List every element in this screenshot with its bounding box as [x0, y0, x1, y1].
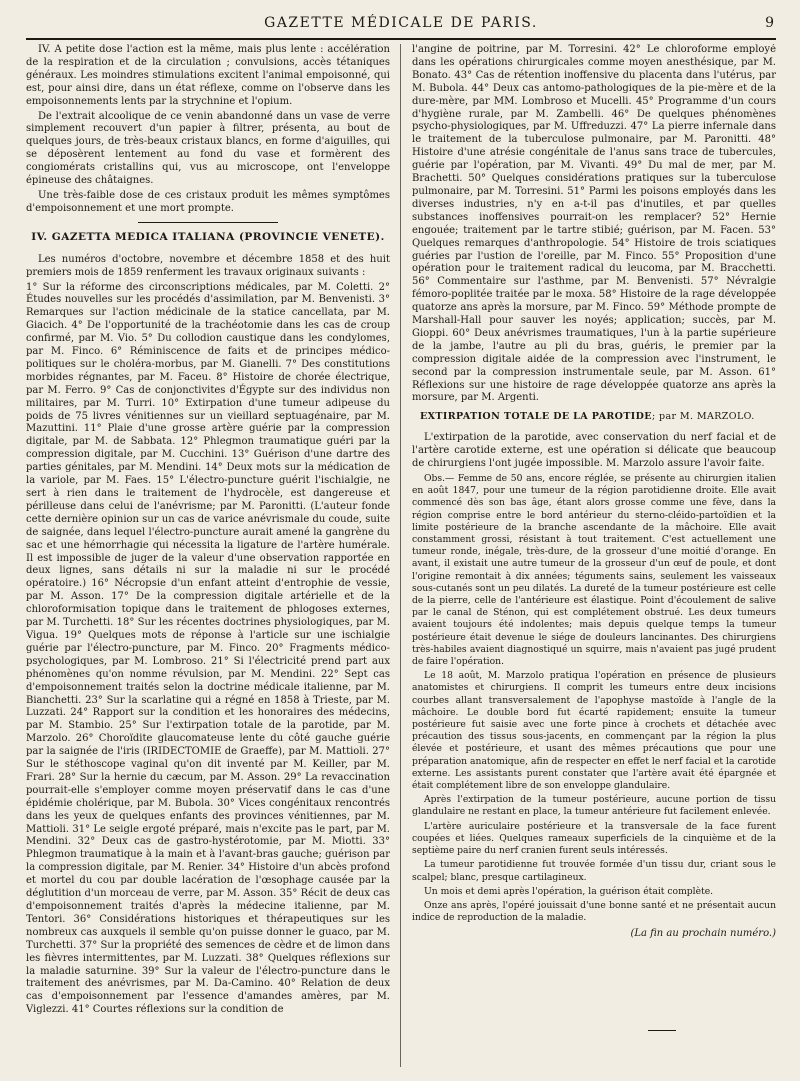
works-list: 1° Sur la réforme des circonscriptions médicales, par M. Coletti. 2° Études nouvelles sur les procédés d'assimilation, par M. Benvenisti. 3° Remarques sur l'action médicinale de la statice cancellata, par M. Giacich. 4° De l'opportunité de la trachéotomie dans les cas de croup confirmé, par M. Vio. 5° Du collodion caustique dans les condylomes, par M. Finco. 6° Réminiscence de faits et de principes médico-politiques sur le choléra-morbus, par M. Gianelli. 7° Des constitutions morbides régnantes, par M. Faceu. 8° Histoire de chorée électrique, par M. Ferro. 9° Cas de conjonctivites d'Égypte sur des individus non militaires, par M. Turri. 10° Extirpation d'une tumeur adipeuse du poids de 75 livres vénitiennes sur un vieillard septuagénaire, par M. Mazuttini. 11° Plaie d'une grosse artère guérie par la compression digitale, par M. de Sabbata. 12° Phlegmon traumatique guéri par la compression digitale, par M. Cucchini. 13° Guérison d'une dartre des parties génitales, par M. Mendini. 14° Deux mots sur la médication de la variole, par M. Faes. 15° L'électro-puncture guérit l'ischialgie, ne sert à rien dans le traitement de l'hydrocèle, est dangereuse et périlleuse dans celui de l'anévrisme; par M. Paronitti. (L'auteur fonde cette dernière opinion sur un cas de varice anévrismale du coude, suite de saignée, dans lequel l'électro-puncture aurait amené la gangrène du sac et une hémorrhagie qui nécessita la ligature de l'artère humérale. Il est impossible de juger de la valeur d'une observation rapportée en deux lignes, sans détails ni sur la maladie ni sur le procédé opératoire.) 16° Nécropsie d'un enfant atteint d'entrophie de vessie, par M. Asson. 17° De la compression digitale artérielle et de la chloroformisation topique dans le traitement de phlogoses externes, par M. Turchetti. 18° Sur les récentes doctrines physiologiques, par M. Vigua. 19° Quelques mots de réponse à l'article sur une ischialgie guérie par l'électro-puncture, par M. Finco. 20° Fragments médico-psychologiques, par M. Lombroso. 21° Si l'électricité prend part aux phénomènes qu'on nomme révulsion, par M. Mendini. 22° Sept cas d'empoisonnement traités selon la doctrine médicale italienne, par M. Bianchetti. 23° Sur la scarlatine qui a régné en 1858 à Trieste, par M. Luzzati. 24° Rapport sur la condition et les honoraires des médecins, par M. Stambio. 25° Sur l'extirpation totale de la parotide, par M. Marzolo. 26° Choroïdite glaucomateuse lente du côté gauche guérie par la saignée de l'iris (IRIDECTOMIE de Graeffe), par M. Mattioli. 27° Sur le stéthoscope vaginal qu'on dit inventé par M. Keiller, par M. Frari. 28° Sur la hernie du cæcum, par M. Asson. 29° La revaccination pourrait-elle s'employer comme moyen préservatif dans le cas d'une épidémie cholérique, par M. Bubola. 30° Vices congénitaux rencontrés dans les yeux de quelques enfants des provinces vénitiennes, par M. Mattioli. 31° Le seigle ergoté préparé, mais n'excite pas le part, par M. Mendini. 32° Deux cas de gastro-hystérotomie, par M. Miotti. 33° Phlegmon traumatique à la main et à l'avant-bras gauche; guérison par la compression digitale, par M. Renier. 34° Histoire d'un abcès profond et mortel du cou par double lacération de l'œsophage causée par la déglutition d'un morceau de verre, par M. Asson. 35° Récit de deux cas d'empoisonnement traités d'après la médecine italienne, par M. Tentori. 36° Considérations historiques et thérapeutiques sur les nombreux cas auxquels il semble qu'on puisse donner le guaco, par M. Turchetti. 37° Sur la propriété des semences de cèdre et de limon dans les fièvres intermittentes, par M. Luzzati. 38° Quelques réflexions sur la maladie saturnine. 39° Sur la valeur de l'électro-puncture dans le traitement des anévrismes, par M. Da-Camino. 40° Relation de deux cas d'empoisonnement par l'essence d'amandes amères, par M. Viglezzi. 41° Courtes réflexions sur la condition de — [26, 281, 390, 1016]
paragraph-action-dose: IV. A petite dose l'action est la même, mais plus lente : accélération de la respiration et de la circulation ; convulsions, accès tétaniques généraux. Les moindres stimulations excitent l'animal empoisonné, qui est, pour ainsi dire, dans un état réflexe, comme on l'observe dans les empoisonnements lents par la strychnine et l'opium. — [26, 44, 390, 107]
page-number: 9 — [765, 15, 774, 31]
continuation-note: (La fin au prochain numéro.) — [630, 928, 776, 940]
works-list-continued: l'angine de poitrine, par M. Torresini. 42° Le chloroforme employé dans les opérations chirurgicales comme moyen anesthésique, par M. Bonato. 43° Cas de rétention inoffensive du placenta dans l'utérus, par M. Bubola. 44° Deux cas antomo-pathologiques de la pie-mère et de la dure-mère, par MM. Lombroso et Mucelli. 45° Programme d'un cours d'hygiène rurale, par M. Zambelli. 46° De quelques phénomènes psycho-physiologiques, par M. Uffreduzzi. 47° La pierre infernale dans le traitement de la tuberculose pulmonaire, par M. Paronitti. 48° Histoire d'une atrésie congénitale de l'anus sans trace de tubercules, guérie par l'opération, par M. Vivanti. 49° Du mal de mer, par M. Brachetti. 50° Quelques considérations pratiques sur la tuberculose pulmonaire, par M. Torresini. 51° Parmi les poisons employés dans les diverses industries, n'y en a-t-il pas d'inutiles, et par quelles substances inoffensives pourrait-on les remplacer? 52° Hernie engouée; traitement par le tartre stibié; guérison, par M. Facen. 53° Quelques remarques d'anthropologie. 54° Histoire de trois sciatiques guéries par l'ustion de l'oreille, par M. Finco. 55° Proposition d'une opération pour le traitement radical du leucoma, par M. Bracchetti. 56° Commentaire sur l'asthme, par M. Benvenisti. 57° Névralgie fémoro-poplitée traitée par le moxa. 58° Histoire de la rage développée quatorze ans après la morsure, par M. Finco. 59° Méthode prompte de Marshall-Hall pour sauver les noyés; application; succès, par M. Gioppi. 60° Deux anévrismes traumatiques, l'un à la partie supérieure de la jambe, l'autre au pli du bras, guéris, le premier par la compression digitale aidée de la compression avec l'instrument, le second par la compression instrumentale seule, par M. Asson. 61° Réflexions sur une histoire de rage développée quatorze ans après la morsure, par M. Argenti. — [412, 44, 776, 404]
right-column — [412, 44, 776, 1069]
journal-title: GAZETTE MÉDICALE DE PARIS. — [264, 15, 538, 31]
observation-paragraph: Obs.— Femme de 50 ans, encore réglée, se présente au chirurgien italien en août 1847, pour une tumeur de la région parotidienne droite. Elle avait commencé dès son bas âge, étant alors grosse comme une fève, dans la région comprise entre le bord antérieur du sterno-cléido-partoïdien et la limite postérieure de la branche ascendante de la mâchoire. Elle avait constamment grossi, résistant à tout traitement. C'est actuellement une tumeur ronde, inégale, très-dure, de la grosseur d'une moitié d'orange. En avant, il existait une autre tumeur de la grosseur d'un œuf de poule, et dont l'origine remontait à dix années; téguments sains, seulement les vaisseaux sous-cutanés sont un peu dilatés. La dureté de la tumeur postérieure est celle de la pierre, celle de l'antérieure est élastique. Point d'écoulement de salive par le canal de Sténon, qui est complétement obstrué. Les deux tumeurs avaient toujours été indolentes; mais depuis quelque temps la tumeur postérieure était devenue le siége de douleurs lancinantes. Des chirurgiens très-habiles avaient diagnostiqué un squirre, mais n'avaient pas jugé prudent de faire l'opération. — [412, 473, 776, 668]
operation-paragraph-6: Onze ans après, l'opéré jouissait d'une bonne santé et ne présentait aucun indice de reproduction de la maladie. — [412, 899, 776, 924]
left-column — [26, 44, 390, 1069]
paragraph-issues-intro: Les numéros d'octobre, novembre et décembre 1858 et des huit premiers mois de 1859 renferment les travaux originaux suivants : — [26, 253, 390, 278]
article-title-main: EXTIRPATION TOTALE DE LA PAROTIDE — [420, 411, 652, 423]
section-title: IV. GAZETTA MEDICA ITALIANA (PROVINCIE VENETE). — [31, 230, 385, 243]
paragraph-crystal-dose: Une très-faible dose de ces cristaux produit les mêmes symptômes d'empoisonnement et une mort prompte. — [26, 189, 390, 214]
section-divider — [138, 222, 278, 223]
end-rule — [648, 1030, 676, 1031]
page-header — [26, 12, 776, 40]
article-title-author: ; par M. MARZOLO. — [651, 411, 755, 423]
operation-paragraph-4: La tumeur parotidienne fut trouvée formée d'un tissu dur, criant sous le scalpel; blanc, presque cartilagineux. — [412, 859, 776, 883]
operation-paragraph-3: L'artère auriculaire postérieure et la transversale de la face furent coupées et liées. Quelques rameaux superficiels de la cinquième et de la septième paire du nerf cranien furent seuls intéressés. — [412, 820, 776, 857]
article-intro: L'extirpation de la parotide, avec conservation du nerf facial et de l'artère carotide externe, est une opération si délicate que beaucoup de chirurgiens l'ont jugée impossible. M. Marzolo assure l'avoir faite. — [412, 432, 776, 470]
operation-paragraph-1: Le 18 août, M. Marzolo pratiqua l'opération en présence de plusieurs anatomistes et chirurgiens. Il comprit les tumeurs entre deux incisions courbes allant transversalement de l'apophyse mastoïde à l'angle de la mâchoire. Le double bord fut écarté rapidement; ensuite la tumeur postérieure fut saisie avec une forte pince à crochets et détachée avec précaution des tissus sous-jacents, en commençant par la région la plus élevée et postérieure, et usant des mêmes précautions que pour une préparation anatomique, afin de respecter en effet le nerf facial et la carotide externe. Les assistants purent constater que l'artère avait été épargnée et était complétement libre de son enveloppe glandulaire. — [412, 670, 776, 792]
paragraph-alcoholic-extract: De l'extrait alcoolique de ce venin abandonné dans un vase de verre simplement recouvert d'un papier à filtrer, présenta, au bout de quelques jours, de très-beaux cristaux blancs, en forme d'aiguilles, qui se déposèrent lentement au fond du vase et formèrent des congiomérats cristallins qui, vus au microscope, ont l'enveloppe épineuse des châtaignes. — [26, 110, 390, 187]
operation-paragraph-2: Après l'extirpation de la tumeur postérieure, aucune portion de tissu glandulaire ne restant en place, la tumeur antérieure fut facilement enlevée. — [412, 794, 776, 818]
column-rule — [400, 44, 401, 1067]
operation-paragraph-5: Un mois et demi après l'opération, la guérison était complète. — [424, 885, 714, 897]
article-title — [412, 411, 776, 424]
